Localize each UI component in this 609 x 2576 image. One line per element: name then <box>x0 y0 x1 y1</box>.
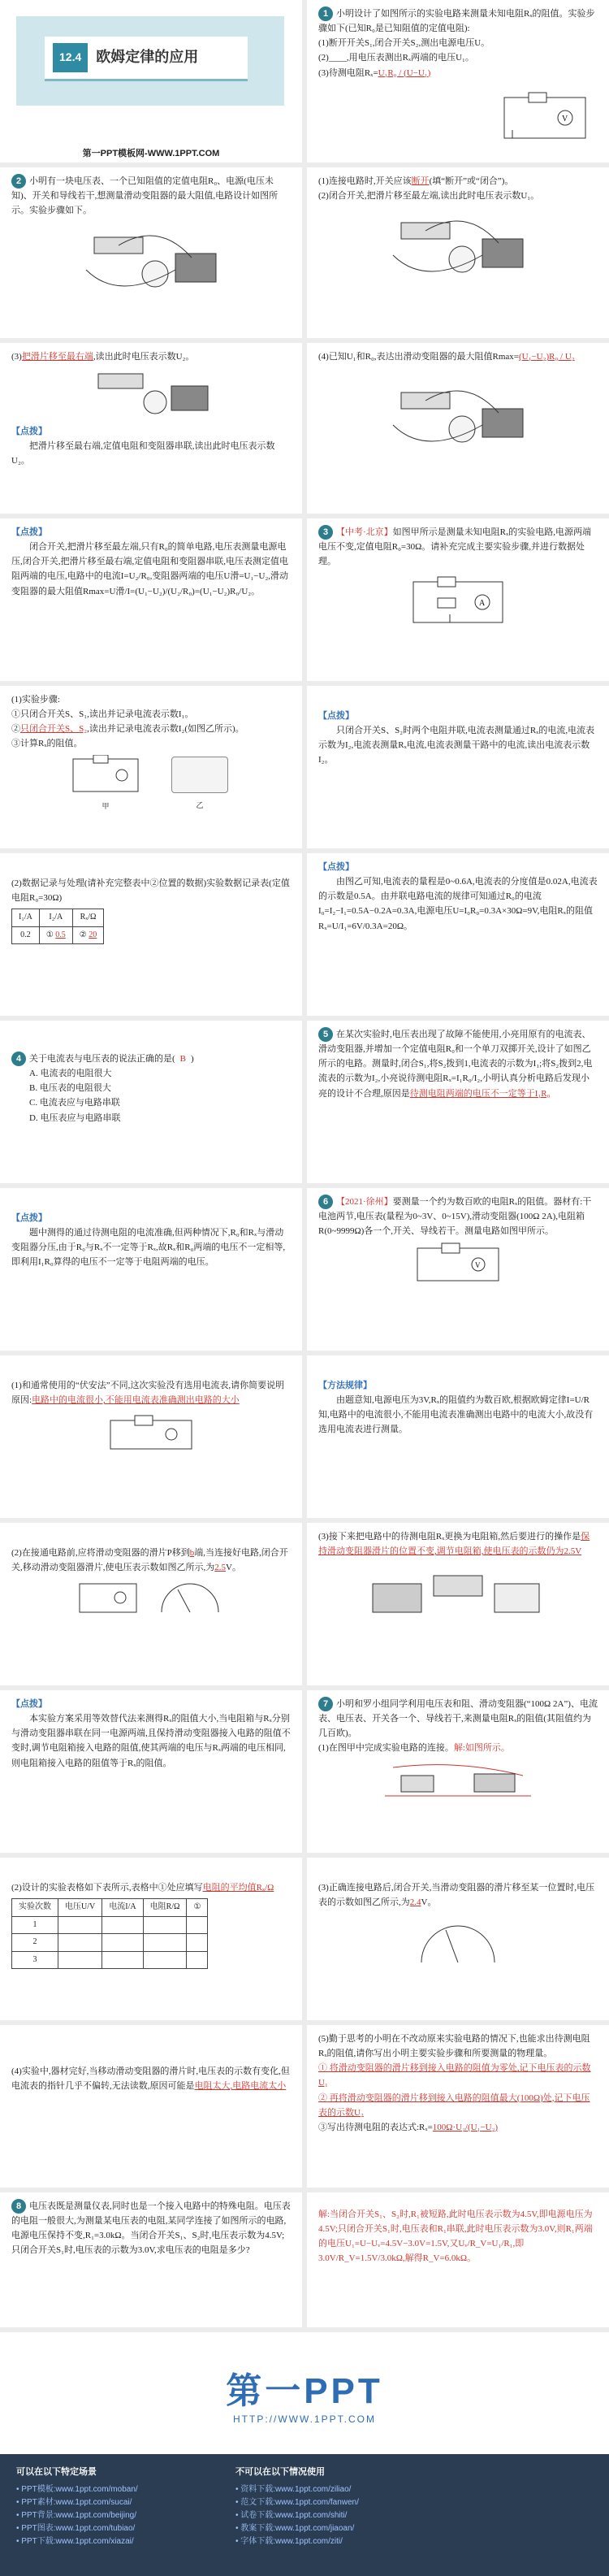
q2-apparatus-image-2 <box>377 206 539 288</box>
q7-circuit-image <box>377 1759 539 1804</box>
q6-method-slide <box>307 1355 609 1518</box>
q3-solution-slide <box>307 853 609 1016</box>
footer-right-title: 不可以在以下情况使用 <box>235 2467 325 2477</box>
q4-answer: B <box>179 1054 187 1064</box>
q6-ans1: 电路中的电流很小,不能用电流表准确测出电路的大小 <box>32 1395 240 1406</box>
q6-ans3: 保持滑动变阻器滑片的位置不变,调节电阻箱,使电压表的示数仍为2.5V <box>318 1532 590 1557</box>
q3-hint-label: 【点拨】 <box>318 711 354 721</box>
q7-part2-slide: (2)设计的实验表格如下表所示,表格中①处应填写电阻的平均值Rₓ/Ω 实验次数 电压U/V 电流I/A 电阻R/Ω ① 1 2 3 <box>0 1858 302 2020</box>
lesson-title: 欧姆定律的应用 <box>96 49 199 66</box>
q6-stem: 要测量一个约为数百欧的电阻Rₓ的阻值。器材有:干电池两节,电压表(量程为0~3V、0~15V),滑动变阻器(100Ω 2A),电阻箱R(0~9999Ω)各一个,开关、导线若干。测量电路如图甲所示。 <box>318 1197 592 1237</box>
td: 0.2 <box>12 926 40 944</box>
th: 电压U/V <box>58 1899 102 1917</box>
q5-number: 5 <box>318 1027 333 1042</box>
q8-solution: 解:当闭合开关S₁、S₂时,R₁被短路,此时电压表示数为4.5V,即电源电压为4.5V;只闭合开关S₁时,电压表和R₁串联,此时电压表示数为3.0V,则R₁两端的电压U₁=U−Uᵥ=4.5V−3.0V=1.5V,又Uᵥ/R_V=U₁/R₁,即3.0V/R_V=1.5V/3.0kΩ,解得R_V=6.0kΩ。 <box>318 2210 593 2264</box>
site-text: 第一PPT模板网-WWW.1PPT.COM <box>82 149 220 158</box>
th: 电流I/A <box>102 1899 143 1917</box>
q7-ans5: 100Ω·U₂/(U₁−U₂) <box>432 2122 499 2132</box>
q1-step1: (1)断开开关S₁,闭合开关S₂,测出电源电压U。 <box>318 38 490 49</box>
footer-link[interactable]: • PPT背景:www.1ppt.com/beijing/ <box>16 2510 136 2520</box>
q6-ans2a: b <box>189 1548 195 1558</box>
td: 2 <box>12 1934 58 1952</box>
q3-steps-slide: (1)实验步骤: ①只闭合开关S、S₁,读出并记录电流表示数I₁。 ②只闭合开关S、S₂,读出并记录电流表示数I₂(如图乙所示)。 ③计算Rₓ的阻值。 甲 乙 <box>0 686 302 848</box>
q1-answer: U₁R₀ / (U−U₁) <box>378 67 431 78</box>
q6-hint-label: 【点拨】 <box>11 1699 47 1709</box>
footer-link[interactable]: • 字体下载:www.1ppt.com/ziti/ <box>235 2536 343 2546</box>
q7-ans2: 电阻的平均值Rₓ/Ω <box>202 1883 274 1893</box>
footer <box>0 2332 609 2576</box>
q2b-label: 【点拨】 <box>11 527 47 537</box>
th: Rₓ/Ω <box>72 909 103 927</box>
q3-step1: ①只闭合开关S、S₁,读出并记录电流表示数I₁。 <box>11 709 194 720</box>
q6-part3-slide: (3)接下来把电路中的待测电阻Rₓ更换为电阻箱,然后要进行的操作是保持滑动变阻器滑片的位置不变,调节电阻箱,使电压表的示数仍为2.5V <box>307 1523 609 1685</box>
q3-source: 【中考·北京】 <box>336 527 393 537</box>
q1-circuit-diagram <box>500 89 590 146</box>
q5-hint-label: 【点拨】 <box>11 1213 47 1223</box>
q6-part1-slide: (1)和通常使用的“伏安法”不同,这次实验没有选用电流表,请你简要说明原因:电路中的电流很小,不能用电流表准确测出电路的大小 <box>0 1355 302 1518</box>
th: I₂/A <box>39 909 72 927</box>
q3-hint-text: 只闭合开关S、S₂时两个电阻并联,电流表测量通过Rₓ的电流,电流表示数为I₂,电流表测量Rₓ电流,电流表测量干路中的电流,读出电流表示数I₂。 <box>318 726 595 765</box>
q3-ans2: 只闭合开关S、S₂ <box>20 724 88 735</box>
q2-part1-slide: (1)连接电路时,开关应该断开(填“断开”或“闭合”)。 (2)闭合开关,把滑片移至最左端,读出此时电压表示数U₁。 <box>307 167 609 338</box>
q1-stem: 小明设计了如图所示的实验电路来测量未知电阻Rₓ的阻值。实验步骤如下(已知R₀是已知阻值的定值电阻): <box>318 9 595 34</box>
q3-step3: ③计算Rₓ的阻值。 <box>11 739 83 749</box>
footer-link[interactable]: • PPT素材:www.1ppt.com/sucai/ <box>16 2497 132 2507</box>
q4-number: 4 <box>11 1052 26 1066</box>
q3-slide <box>307 518 609 681</box>
svg-text:A: A <box>479 599 486 609</box>
q3-circuit-diagram <box>405 574 511 631</box>
q2b-text: 闭合开关,把滑片移至最左端,只有R₀的简单电路,电压表测量电源电压,闭合开关,把滑片移至最右端,定值电阻和变阻器串联,电压表测定值电阻两端的电压,电路中的电流I=U₂/R₀,变阻器两端的电压U滑=U₁−U₂,滑动变阻器的最大阻值Rmax=U滑/I=(U₁−U₂)/(U₂/R₀)=(U₁−U₂)R₀/U₂。 <box>11 542 289 596</box>
q6-part2-slide: (2)在接通电路前,应将滑动变阻器的滑片P移到b端,当连接好电路,闭合开关,移动滑动变阻器滑片,使电压表示数如图乙所示,为2.5V。 <box>0 1523 302 1685</box>
q3-data-table <box>11 909 104 944</box>
q8-slide <box>0 2192 302 2327</box>
q6-ans2b: 2.5 <box>214 1563 226 1573</box>
q2-apparatus-image-4 <box>377 372 539 462</box>
q6-hint-text: 本实验方案采用等效替代法来测得Rₓ的阻值大小,当电阻箱与Rₓ分别与滑动变阻器串联在同一电源两端,且保持滑动变阻器接入电路的阻值不变时,调节电阻箱接入电路的阻值,使其两端的电压与Rₓ两端的电压相同,则电阻箱接入电路的阻值等于Rₓ的阻值。 <box>11 1714 291 1768</box>
th: 实验次数 <box>12 1899 58 1917</box>
q7-voltmeter-image <box>413 1918 503 1967</box>
q2-part3-slide: (3)把滑片移至最右端,读出此时电压表示数U₂。 【点拨】 把滑片移至最右端,定值电阻和变阻器串联,读出此时电压表示数U₂。 <box>0 343 302 514</box>
q4-choice-b: B. 电压表的电阻很大 <box>29 1083 111 1094</box>
q2-part4-slide: (4)已知U₁和R₀,表达出滑动变阻器的最大阻值Rmax=(U₁−U₂)R₀ / U₂ <box>307 343 609 514</box>
q7-part5-text: (5)勤于思考的小明在不改动原来实验电路的情况下,也能求出待测电阻Rₓ的阻值,请你写出小明主要实验步骤和所要测量的物理量。 <box>318 2034 590 2059</box>
q2-slide <box>0 167 302 338</box>
q7-number: 7 <box>318 1697 333 1711</box>
q5-stem: 在某次实验时,电压表出现了故障不能使用,小亮用原有的电流表、滑动变阻器,并增加一个定值电阻R₀和一个单刀双掷开关,设计了如图乙所示的电路。测量时,闭合S₁,将S₂拨到1,电流表的示数为I₁;将S₂拨到2,电流表的示数为I₂,小亮说待测电阻Rₓ=I₁R₀/I₂,小明认真分析电路后发现小亮的设计不合理,原因是 <box>318 1030 593 1099</box>
footer-left-title: 可以在以下特定场景 <box>16 2467 97 2477</box>
q7-part4-slide: (4)实验中,器材完好,当移动滑动变阻器的滑片时,电压表的示数有变化,但电流表的指针几乎不偏转,无法读数,原因可能是电阻太大,电路电流太小 <box>0 2025 302 2188</box>
q7-ans3: 2.4 <box>409 1897 421 1908</box>
q5-slide <box>307 1021 609 1183</box>
q3b-hint-text: 由图乙可知,电流表的量程是0~0.6A,电流表的分度值是0.02A,电流表的示数是0.5A。由并联电路电流的规律可知通过R₀的电流I₀=I₂−I₁=0.5A−0.2A=0.3A,电源电压U=I₀R₀=0.3A×30Ω=9V,电阻Rₓ的阻值Rₓ=U/I₁=6V/0.3A=20Ω。 <box>318 877 598 931</box>
q3-table-slide <box>0 853 302 1016</box>
q1-step3: (3)待测电阻Rₓ=U₁R₀ / (U−U₁) <box>318 67 431 78</box>
td: ② 20 <box>72 926 103 944</box>
q2-explain-slide <box>0 518 302 681</box>
q7-step2: ② 再将滑动变阻器的滑片移到接入电路的阻值最大(100Ω)处,记下电压表的示数U₂ <box>318 2092 590 2118</box>
td: ① 0.5 <box>39 926 72 944</box>
q3-hint-slide <box>307 686 609 848</box>
q6-circuit-diagram <box>409 1242 507 1286</box>
q2-apparatus-image-3 <box>78 366 224 423</box>
q2-hint-text: 把滑片移至最右端,定值电阻和变阻器串联,读出此时电压表示数U₂。 <box>11 441 275 466</box>
lesson-number: 12.4 <box>53 43 88 72</box>
footer-link[interactable]: • 范文下载:www.1ppt.com/fanwen/ <box>235 2497 359 2507</box>
q2-hint-label: 【点拨】 <box>11 427 47 437</box>
q2-number: 2 <box>11 174 26 189</box>
q3-steps-title: (1)实验步骤: <box>11 695 60 705</box>
q6-fig <box>102 1414 200 1455</box>
q6-slide <box>307 1188 609 1351</box>
footer-link[interactable]: • PPT下载:www.1ppt.com/xiazai/ <box>16 2536 134 2546</box>
q6-voltmeter-image <box>153 1580 227 1616</box>
q2-ans1: 断开 <box>411 176 430 186</box>
q5-hint-text: 题中测得的通过待测电阻的电流准确,但两种情况下,R₀和Rₓ与滑动变阻器分压,由于R₀与Rₓ不一定等于Rₓ,故Rₓ和R₀两端的电压不一定相等,即利用I₁R₀算得的电压不一定等于电阻两端的电压。 <box>11 1228 286 1268</box>
q2-stem: 小明有一块电压表、一个已知阻值的定值电阻R₀、电源(电压未知)、开关和导线若干,想测量滑动变阻器的最大阻值,电路设计如图所示。实验步骤如下。 <box>11 176 279 216</box>
q3-number: 3 <box>318 525 333 540</box>
q4-choice-c: C. 电流表应与电路串联 <box>29 1098 120 1108</box>
q2-apparatus-image <box>70 221 232 302</box>
td: 1 <box>12 1916 58 1934</box>
q1-step2: (2)____,用电压表测出Rₓ两端的电压U₁。 <box>318 53 474 63</box>
q8-stem: 电压表既是测量仪表,同时也是一个接入电路中的特殊电阻。电压表的电阻一般很大,为测量某电压表的电阻,某同学连接了如图所示的电路,电源电压保持不变,R₁=3.0kΩ。当闭合开关S₁、S₂时,电压表示数为4.5V;只闭合开关S₁时,电压表的示数为3.0V,求电压表的电阻是多少? <box>11 2201 291 2256</box>
q6-method-label: 【方法规律】 <box>318 1381 372 1390</box>
q6-explain-slide <box>0 1690 302 1853</box>
q1-slide <box>307 0 609 163</box>
q7-step1: ① 将滑动变阻器的滑片移到接入电路的阻值为零处,记下电压表的示数U₁ <box>318 2063 591 2088</box>
q7-slide: 7 小明和罗小组同学利用电压表和阻、滑动变阻器(“100Ω 2A”)、电流表、电压表、开关各一个、导线若干,来测量电阻Rₓ的阻值(其阻值约为几百欧)。 (1)在图甲中完成实验电路的连接。解:如图所示。 <box>307 1690 609 1853</box>
th: 电阻R/Ω <box>143 1899 187 1917</box>
footer-link[interactable]: • PPT图表:www.1ppt.com/tubiao/ <box>16 2523 136 2533</box>
q6-method-text: 由题意知,电源电压为3V,Rₓ的阻值约为数百欧,根据欧姆定律I=U/R知,电路中的电流很小,不能用电流表准确测出电路中的电流大小,故没有选用电流表进行测量。 <box>318 1395 594 1435</box>
q8-number: 8 <box>11 2199 26 2214</box>
logo-url: HTTP://WWW.1PPT.COM <box>233 2413 376 2425</box>
q2-ans4: (U₁−U₂)R₀ / U₂ <box>519 352 575 362</box>
q2-ans3: 把滑片移至最右端 <box>21 352 93 362</box>
title-box <box>45 37 248 81</box>
q3-label-a: 甲 <box>102 801 110 810</box>
q6-number: 6 <box>318 1195 333 1209</box>
q7-part3-slide: (3)正确连接电路后,闭合开关,当滑动变阻器的滑片移至某一位置时,电压表的示数如图乙所示,为2.4V。 <box>307 1858 609 2020</box>
q3b-hint-label: 【点拨】 <box>318 862 354 872</box>
q3-ammeter-image <box>171 757 228 793</box>
footer-link[interactable]: • 教案下载:www.1ppt.com/jiaoan/ <box>235 2523 355 2533</box>
footer-link[interactable]: • PPT模板:www.1ppt.com/moban/ <box>16 2484 138 2494</box>
q7-part5-slide: (5)勤于思考的小明在不改动原来实验电路的情况下,也能求出待测电阻Rₓ的阻值,请你写出小明主要实验步骤和所要测量的物理量。 ① 将滑动变阻器的滑片移到接入电路的阻值为零处,记下电压表的示数U₁ ② 再将滑动变阻器的滑片移到接入电路的阻值最大(100Ω)处,记下电压表的示数U₂ ③写出待测电阻的表达式:Rₓ=100Ω·U₂/(U₁−U₂) <box>307 2025 609 2188</box>
q3-table-intro: (2)数据记录与处理(请补充完整表中②位置的数据)实验数据记录表(定值电阻R₀=30Ω) <box>11 878 290 904</box>
q7-stem: 小明和罗小组同学利用电压表和阻、滑动变阻器(“100Ω 2A”)、电流表、电压表、开关各一个、导线若干,来测量电阻Rₓ的阻值(其阻值约为几百欧)。 <box>318 1699 598 1739</box>
title-slide <box>0 0 302 163</box>
q3-stem: 如图甲所示是测量未知电阻Rₓ的实验电路,电源两端电压不变,定值电阻R₀=30Ω。请补充完成主要实验步骤,并进行数据处理。 <box>318 527 591 567</box>
q3-fig-a <box>69 755 142 796</box>
q4-choice-a: A. 电流表的电阻很大 <box>29 1069 112 1079</box>
td: 3 <box>12 1951 58 1969</box>
q1-number: 1 <box>318 7 333 21</box>
q6-fig-a <box>76 1580 140 1616</box>
svg-text:V: V <box>562 115 568 124</box>
q3-label-b: 乙 <box>196 800 204 809</box>
footer-link[interactable]: • 试卷下载:www.1ppt.com/shiti/ <box>235 2510 348 2520</box>
q5-hint-slide <box>0 1188 302 1351</box>
q7-data-table <box>11 1898 208 1969</box>
logo: 第一PPT <box>226 2371 383 2411</box>
q6-source: 【2021·徐州】 <box>336 1197 393 1207</box>
q7-ans4: 电阻太大,电路电流太小 <box>194 2081 287 2092</box>
th: I₁/A <box>12 909 40 927</box>
q6-resistance-box-image <box>369 1563 547 1620</box>
q8-solution-slide <box>307 2192 609 2327</box>
footer-link[interactable]: • 资料下载:www.1ppt.com/ziliao/ <box>235 2484 352 2494</box>
q7-ans1: 解:如图所示。 <box>453 1743 510 1754</box>
q4-slide: 4 关于电流表与电压表的说法正确的是( B ) A. 电流表的电阻很大 B. 电压表的电阻很大 C. 电流表应与电路串联 D. 电压表应与电路串联 <box>0 1021 302 1183</box>
q4-choice-d: D. 电压表应与电路串联 <box>29 1112 121 1123</box>
th: ① <box>187 1899 208 1917</box>
q2-step2: (2)闭合开关,把滑片移至最左端,读出此时电压表示数U₁。 <box>318 191 540 202</box>
q5-answer: 待测电阻两端的电压不一定等于I₁R₀ <box>409 1088 551 1099</box>
svg-text:V: V <box>475 1261 481 1270</box>
